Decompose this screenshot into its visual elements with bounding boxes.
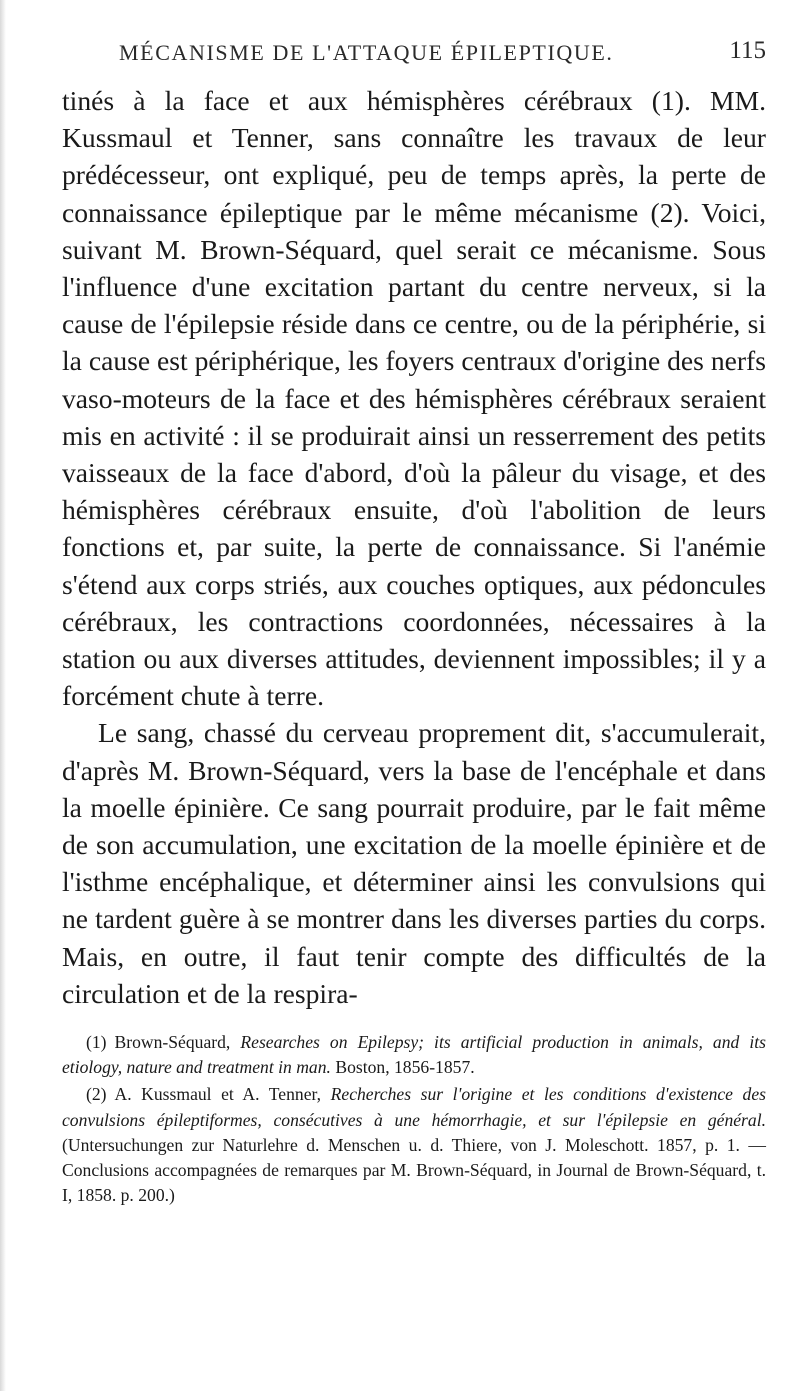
paragraph-continued: tinés à la face et aux hémisphères cérébraux (1). MM. Kussmaul et Tenner, sans connaître les travaux de leur prédécesseur, ont expliqué, peu de temps après, la perte de connaissance épileptique par le même mécanisme (2). Voici, suivant M. Brown-Séquard, quel serait ce mécanisme. Sous l'influence d'une excitation partant du centre nerveux, si la cause de l'épilepsie réside dans ce centre, ou de la périphérie, si la cause est périphérique, les foyers centraux d'origine des nerfs vaso-moteurs de la face et des hémisphères cérébraux seraient mis en activité : il se produirait ainsi un resserrement des petits vaisseaux de la face d'abord, d'où la pâleur du visage, et des hémisphères cérébraux ensuite, d'où l'abolition de leurs fonctions et, par suite, la perte de connaissance. Si l'anémie s'étend aux corps striés, aux couches optiques, aux pédoncules cérébraux, les contractions coordonnées, nécessaires à la station ou aux diverses attitudes, deviennent impossibles; il y a forcément chute à terre. <box>62 85 766 712</box>
footnote-title: Recherches sur l'origine et les conditions d'existence des convulsions épileptiformes, consécutives à une hémorrhagie, et sur l'épilepsie en général. <box>62 1084 767 1130</box>
footnotes <box>62 1030 766 1208</box>
footnote-2 <box>62 1082 766 1208</box>
footnote-marker: (1) <box>86 1032 107 1053</box>
body-text <box>62 82 766 1012</box>
page-edge <box>0 0 6 1391</box>
footnote-title: Researches on Epilepsy; its artificial production in animals, and its etiology, nature and treatment in man. <box>62 1032 766 1078</box>
running-title: MÉCANISME DE L'ATTAQUE ÉPILEPTIQUE. <box>119 40 614 65</box>
footnote-author: A. Kussmaul et A. Tenner, <box>114 1084 322 1105</box>
page-number: 115 <box>729 37 766 64</box>
paragraph-blood-accumulation: Le sang, chassé du cerveau proprement dit, s'accumulerait, d'après M. Brown-Séquard, vers la base de l'encéphale et dans la moelle épinière. Ce sang pourrait produire, par le fait même de son accumulation, une excitation de la moelle épinière et de l'isthme encéphalique, et déterminer ainsi les convulsions qui ne tardent guère à se montrer dans les diverses parties du corps. Mais, en outre, il faut tenir compte des difficultés de la circulation et de la respira- <box>62 717 766 1009</box>
footnote-publication: Boston, 1856-1857. <box>335 1057 475 1078</box>
book-page <box>62 37 767 1211</box>
footnote-publication: (Untersuchungen zur Naturlehre d. Menschen u. d. Thiere, von J. Moleschott. 1857, p. 1. — Conclusions accompagnées de remarques par M. Brown-Séquard, in Journal de Brown-Séquard, t. I, 1858. p. 200.) <box>62 1134 766 1206</box>
footnote-marker: (2) <box>86 1084 107 1105</box>
footnote-author: Brown-Séquard, <box>114 1032 231 1053</box>
running-head <box>62 37 766 80</box>
footnote-1 <box>62 1030 766 1080</box>
